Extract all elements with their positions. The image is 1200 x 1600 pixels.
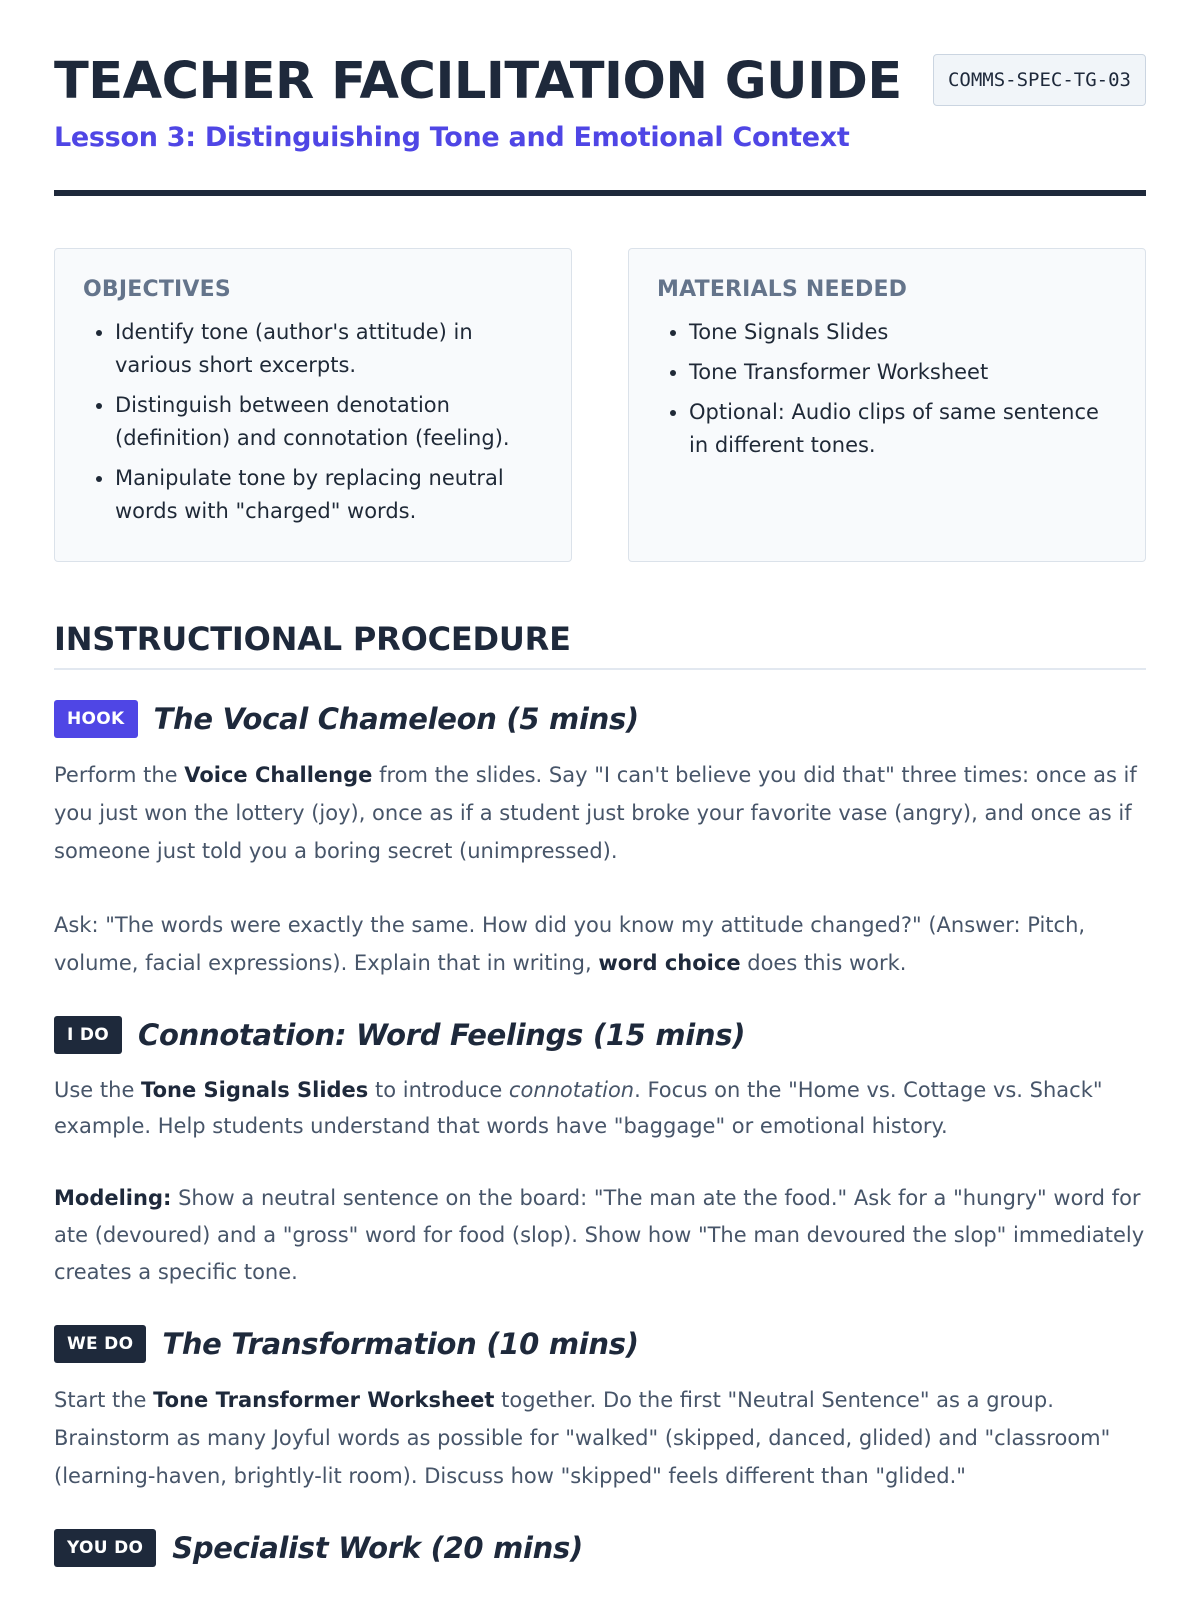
- objective-item: • Identify tone (author's attitude) in various short excerpts.: [115, 316, 545, 382]
- hook-step-header: [54, 700, 1146, 738]
- materials-box: [628, 248, 1146, 562]
- objectives-box: [54, 248, 572, 562]
- objectives-list: [83, 316, 545, 528]
- lesson-subtitle: Lesson 3: Distinguishing Tone and Emotional Context: [54, 122, 850, 153]
- hook-paragraph-2: Ask: "The words were exactly the same. How did you know my attitude changed?" (Answer: Pitch, volume, facial expressions). Explain that in writing, word choice does this work.: [54, 913, 1086, 975]
- youdo-step-title: Specialist Work (20 mins): [172, 1531, 583, 1565]
- objective-item: • Manipulate tone by replacing neutral words with "charged" words.: [115, 462, 545, 528]
- hook-step-title: The Vocal Chameleon (5 mins): [153, 702, 639, 736]
- wedo-step-header: [54, 1325, 1146, 1363]
- materials-heading: MATERIALS NEEDED: [657, 277, 908, 302]
- hook-paragraph-1: Perform the Voice Challenge from the slides. Say "I can't believe you did that" three times: once as if you just won the lottery (joy), once as if a student just broke your favorite vase (angry), and once as if someone just told you a boring secret (unimpressed).: [54, 763, 1137, 863]
- ido-step-header: [54, 1016, 1146, 1054]
- page-title: TEACHER FACILITATION GUIDE: [54, 52, 902, 111]
- wedo-paragraph-1: Start the Tone Transformer Worksheet together. Do the first "Neutral Sentence" as a group. Brainstorm as many Joyful words as possible for "walked" (skipped, danced, glided) and "classroom" (learning-haven, brightly-lit room). Discuss how "skipped" feels different than "glided.": [54, 1388, 1111, 1488]
- hook-badge: HOOK: [54, 700, 138, 738]
- objective-item: • Distinguish between denotation (definition) and connotation (feeling).: [115, 389, 545, 455]
- ido-badge: I DO: [54, 1016, 122, 1054]
- objectives-heading: OBJECTIVES: [83, 277, 231, 302]
- materials-list: [657, 316, 1119, 462]
- ido-paragraph-1: Use the Tone Signals Slides to introduce connotation. Focus on the "Home vs. Cottage vs. Shack" example. Help students understand that words have "baggage" or emotional history.: [54, 1078, 1103, 1138]
- ido-step-title: Connotation: Word Feelings (15 mins): [138, 1018, 746, 1052]
- wedo-step-title: The Transformation (10 mins): [162, 1327, 639, 1361]
- document-code-badge: COMMS-SPEC-TG-03: [933, 54, 1146, 106]
- ido-paragraph-2: Modeling: Show a neutral sentence on the board: "The man ate the food." Ask for a "hungry" word for ate (devoured) and a "gross" word for food (slop). Show how "The man devoured the slop" immediately creates a specific tone.: [54, 1186, 1145, 1284]
- info-boxes: [54, 248, 1146, 562]
- material-item: • Optional: Audio clips of same sentence in different tones.: [689, 396, 1119, 462]
- youdo-badge: YOU DO: [54, 1529, 156, 1567]
- material-item: • Tone Transformer Worksheet: [689, 356, 1119, 389]
- material-item: • Tone Signals Slides: [689, 316, 1119, 349]
- wedo-badge: WE DO: [54, 1325, 146, 1363]
- procedure-heading: INSTRUCTIONAL PROCEDURE: [54, 620, 1146, 670]
- guide-header: [54, 0, 1146, 196]
- youdo-step-header: [54, 1529, 1146, 1567]
